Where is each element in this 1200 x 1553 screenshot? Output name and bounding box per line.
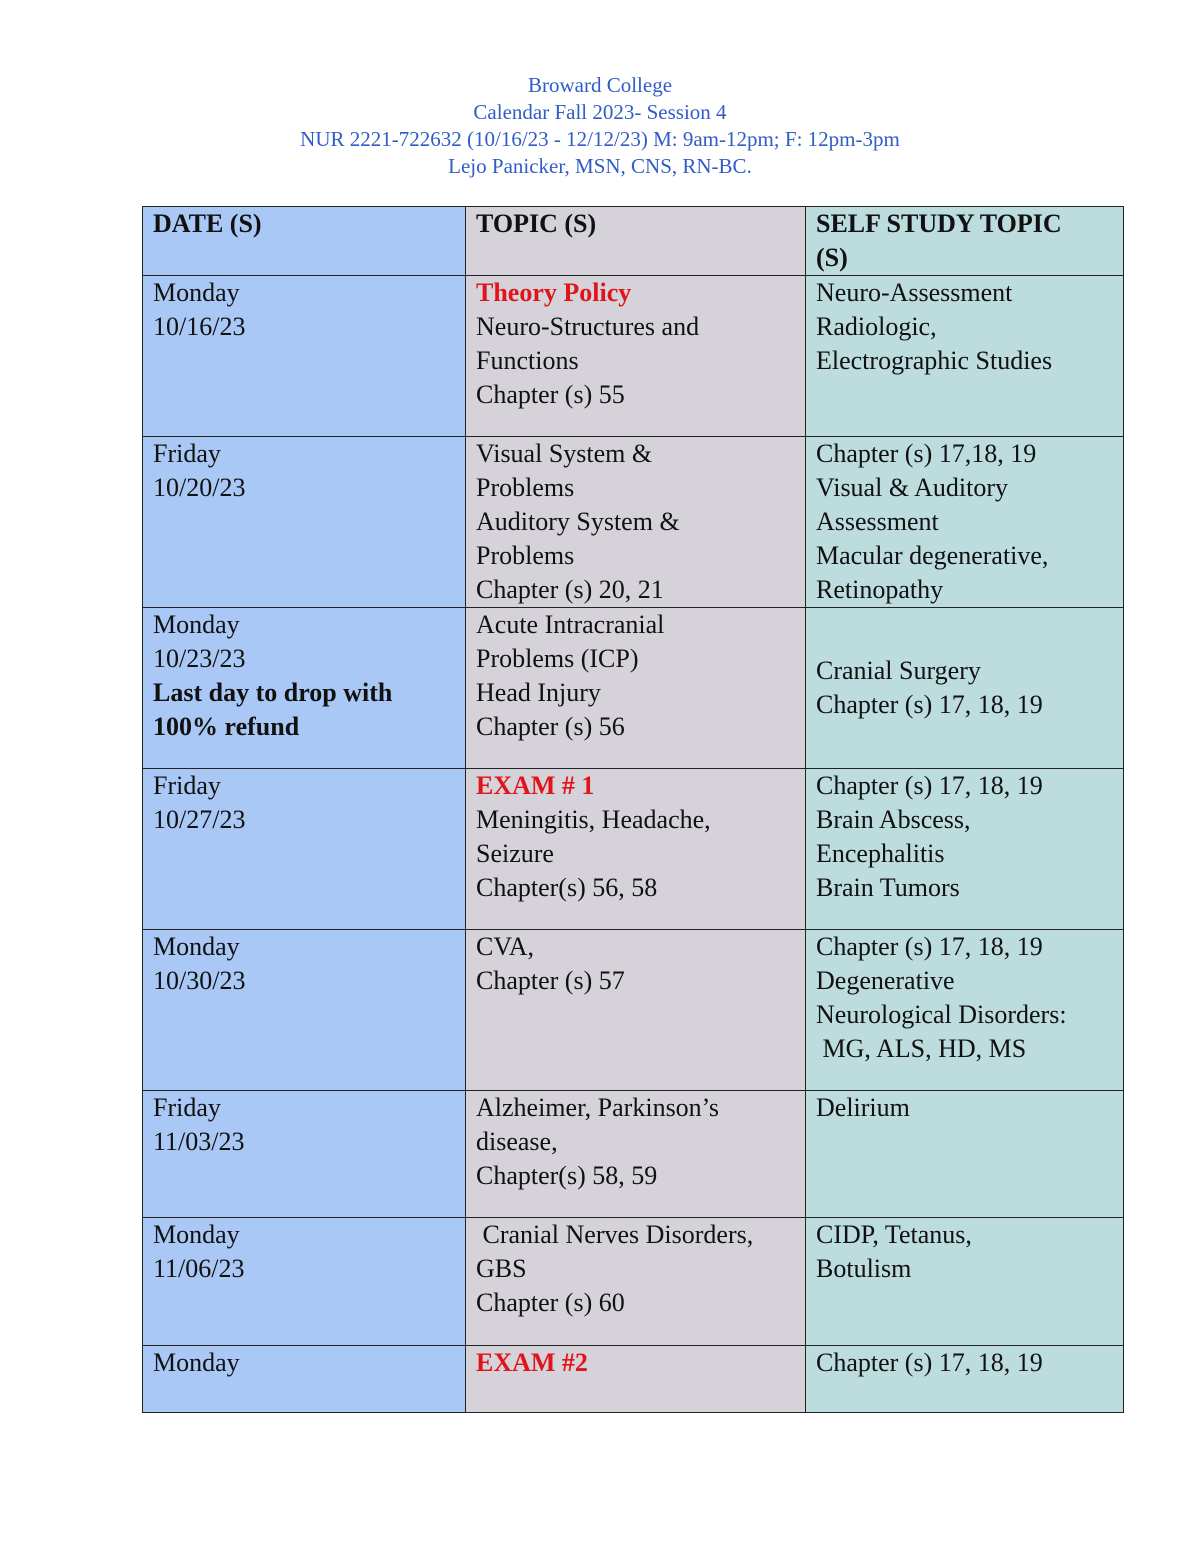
self-study-line: Retinopathy [816,575,944,604]
self-study-line: Chapter (s) 17, 18, 19 [816,1348,1043,1377]
topic-line: Alzheimer, Parkinson’s [476,1093,720,1122]
calendar-title: Calendar Fall 2023- Session 4 [473,100,727,124]
date-label: 10/20/23 [153,473,246,502]
self-study-cell [806,608,1124,769]
calendar-table [142,206,1124,1413]
self-study-line: Chapter (s) 17, 18, 19 [816,771,1043,800]
topic-cell [466,1218,806,1346]
topic-line: Visual System & [476,439,653,468]
drop-deadline-note: 100% refund [153,712,300,741]
instructor-name: Lejo Panicker, MSN, CNS, RN-BC. [448,154,752,178]
topic-line: Chapter (s) 60 [476,1288,625,1317]
day-label: Friday [153,1093,221,1122]
topic-line: Cranial Nerves Disorders, [476,1220,754,1249]
self-study-line: Macular degenerative, [816,541,1049,570]
self-study-line: MG, ALS, HD, MS [816,1034,1027,1063]
self-study-line: Botulism [816,1254,912,1283]
topic-line: Chapter (s) 55 [476,380,625,409]
topic-line: Head Injury [476,678,601,707]
self-study-line: Neurological Disorders: [816,1000,1067,1029]
self-study-line: Chapter (s) 17,18, 19 [816,439,1037,468]
topic-line: Chapter (s) 56 [476,712,625,741]
topic-line: Problems [476,473,575,502]
date-cell [143,608,466,769]
topic-line: Acute Intracranial [476,610,665,639]
table-row [143,1346,1124,1413]
day-label: Monday [153,610,240,639]
self-study-line: Chapter (s) 17, 18, 19 [816,690,1043,719]
date-label: 10/30/23 [153,966,246,995]
topic-line: Chapter(s) 58, 59 [476,1161,658,1190]
topic-column-header: TOPIC (S) [466,207,806,276]
date-label: 11/06/23 [153,1254,245,1283]
course-info: NUR 2221-722632 (10/16/23 - 12/12/23) M: 9am-12pm; F: 12pm-3pm [300,127,900,151]
table-row [143,276,1124,437]
day-label: Monday [153,1220,240,1249]
self-study-cell [806,276,1124,437]
topic-cell [466,608,806,769]
self-study-cell [806,1218,1124,1346]
date-label: 10/23/23 [153,644,246,673]
topic-line: CVA, [476,932,535,961]
topic-line: Chapter (s) 57 [476,966,625,995]
table-row [143,930,1124,1091]
topic-line: Neuro-Structures and [476,312,700,341]
self-study-line: Cranial Surgery [816,656,981,685]
topic-line: Chapter(s) 56, 58 [476,873,658,902]
table-row [143,437,1124,608]
table-row [143,1218,1124,1346]
topic-line: Auditory System & [476,507,680,536]
topic-cell [466,1346,806,1413]
self-study-line: Brain Tumors [816,873,960,902]
self-study-line: Neuro-Assessment [816,278,1013,307]
topic-cell [466,930,806,1091]
self-study-cell [806,769,1124,930]
topic-line: Functions [476,346,579,375]
topic-line: Problems [476,541,575,570]
topic-line: Meningitis, Headache, [476,805,711,834]
date-cell [143,930,466,1091]
self-study-cell [806,1346,1124,1413]
topic-cell [466,769,806,930]
self-study-cell [806,1091,1124,1218]
self-study-cell [806,437,1124,608]
day-label: Friday [153,439,221,468]
document-header [0,72,1200,180]
day-label: Friday [153,771,221,800]
self-study-line: Delirium [816,1093,910,1122]
day-label: Monday [153,1348,240,1377]
date-cell [143,1218,466,1346]
date-label: 11/03/23 [153,1127,245,1156]
topic-cell [466,1091,806,1218]
self-study-line: Chapter (s) 17, 18, 19 [816,932,1043,961]
college-name: Broward College [527,73,673,97]
date-label: 10/27/23 [153,805,246,834]
self-study-column-header: SELF STUDY TOPIC (S) [806,207,1124,276]
table-row [143,608,1124,769]
self-study-line: Degenerative [816,966,955,995]
self-study-line: Assessment [816,507,939,536]
self-study-line: Electrographic Studies [816,346,1053,375]
topic-line: Seizure [476,839,554,868]
day-label: Monday [153,932,240,961]
topic-line: Chapter (s) 20, 21 [476,575,664,604]
topic-highlight: EXAM # 1 [476,771,595,800]
self-study-line: Encephalitis [816,839,945,868]
self-study-line: Brain Abscess, [816,805,971,834]
table-row [143,769,1124,930]
topic-line: Problems (ICP) [476,644,639,673]
date-cell [143,437,466,608]
topic-highlight: EXAM #2 [476,1348,588,1377]
self-study-line: CIDP, Tetanus, [816,1220,972,1249]
self-study-cell [806,930,1124,1091]
topic-cell [466,437,806,608]
topic-cell [466,276,806,437]
day-label: Monday [153,278,240,307]
topic-line: GBS [476,1254,527,1283]
date-cell [143,1091,466,1218]
date-cell [143,1346,466,1413]
date-cell [143,276,466,437]
self-study-line: Radiologic, [816,312,937,341]
date-label: 10/16/23 [153,312,246,341]
topic-highlight: Theory Policy [476,278,632,307]
drop-deadline-note: Last day to drop with [153,678,393,707]
date-column-header: DATE (S) [143,207,466,276]
date-cell [143,769,466,930]
self-study-line: Visual & Auditory [816,473,1008,502]
topic-line: disease, [476,1127,558,1156]
table-header-row [143,207,1124,276]
table-row [143,1091,1124,1218]
